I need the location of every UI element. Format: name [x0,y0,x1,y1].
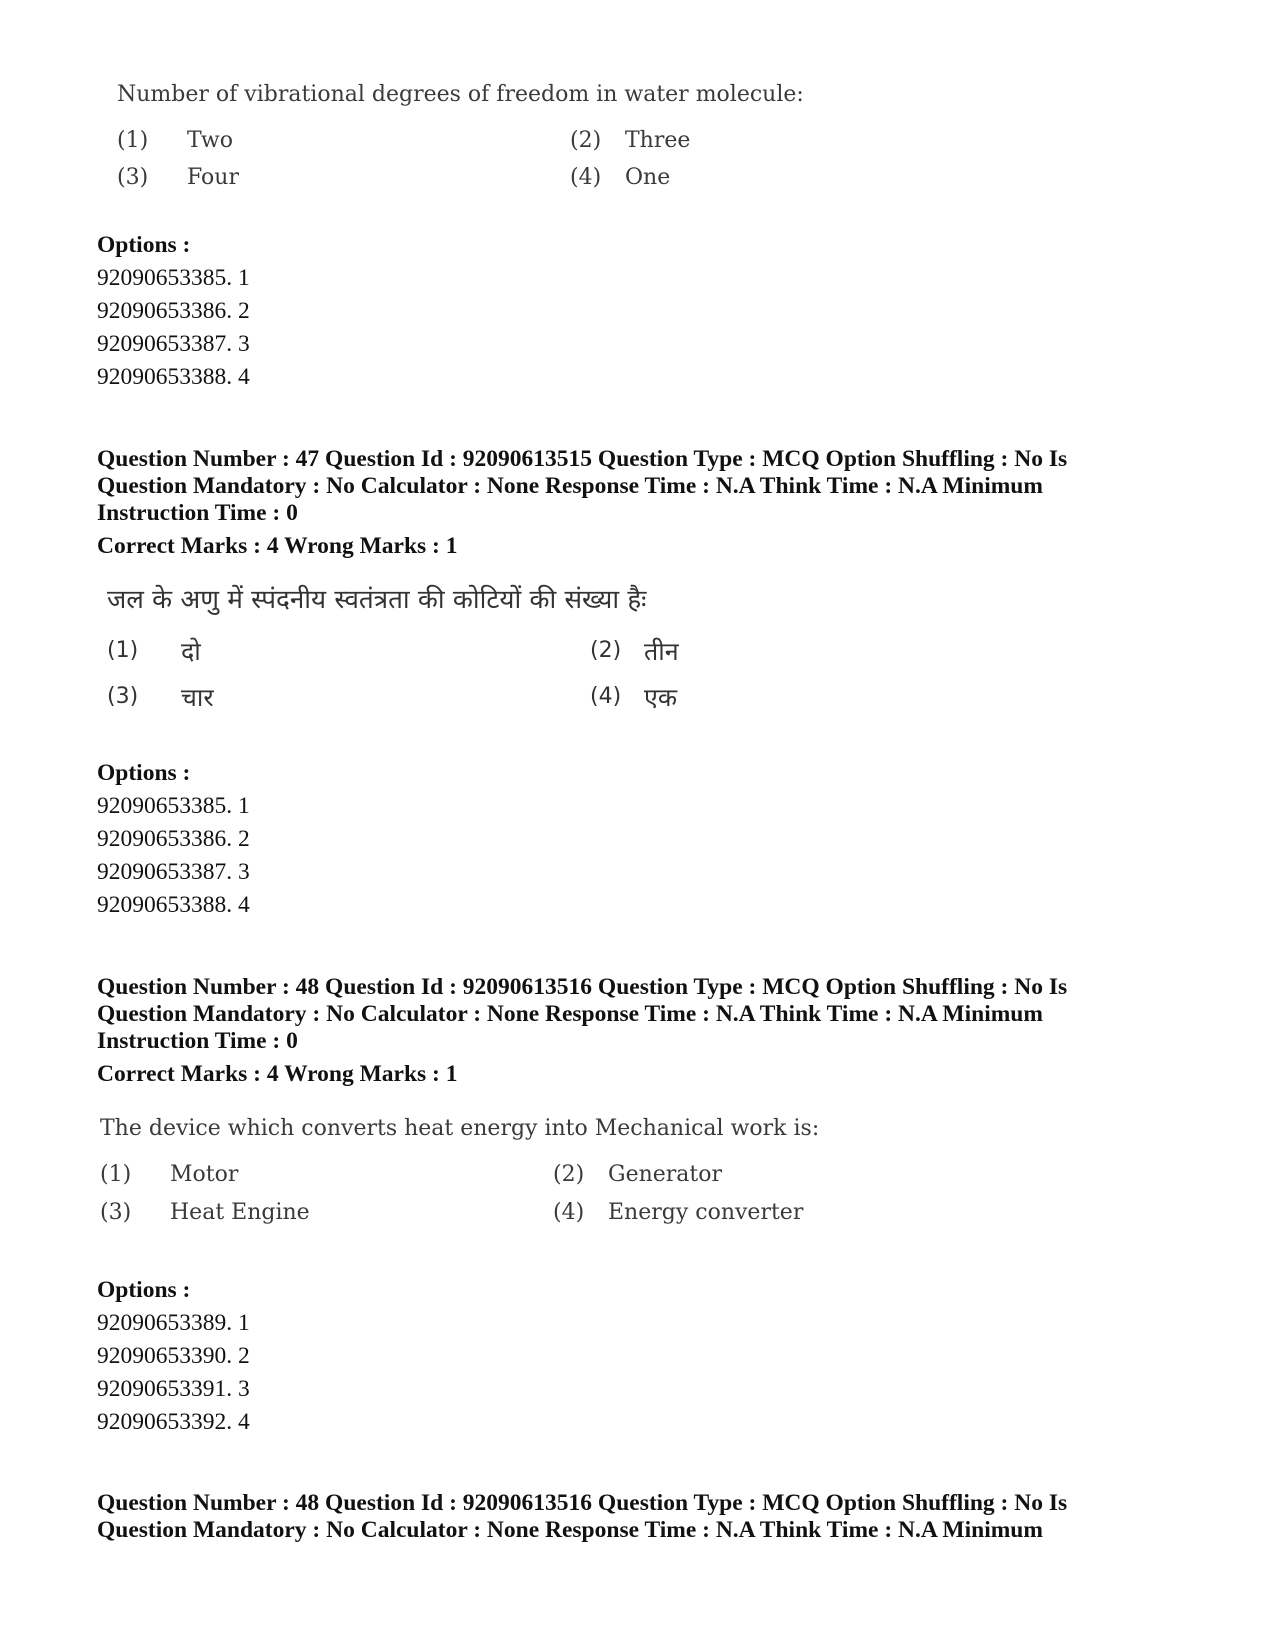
question-meta: Question Mandatory : No Calculator : None Response Time : N.A Think Time : N.A Minimum [97,473,1043,499]
choice-number: (4) [590,684,622,709]
question-meta: Question Mandatory : No Calculator : None Response Time : N.A Think Time : N.A Minimum [97,1001,1043,1027]
marks-info: Correct Marks : 4 Wrong Marks : 1 [97,1061,458,1087]
choice-text: Four [187,165,239,190]
choice-text: Energy converter [608,1200,804,1225]
choice-number: (2) [590,638,622,663]
question-meta: Instruction Time : 0 [97,500,298,526]
choice-number: (2) [570,128,602,153]
choice-text: एक [644,683,678,712]
choice-text: चार [181,683,214,712]
question-stem: जल के अणु में स्पंदनीय स्वतंत्रता की कोटियों की संख्या हैः [107,585,647,615]
choice-number: (4) [553,1200,585,1225]
choice-text: Three [625,128,691,153]
choice-number: (1) [117,128,149,153]
question-meta: Instruction Time : 0 [97,1028,298,1054]
choice-number: (3) [100,1200,132,1225]
question-stem: The device which converts heat energy into Mechanical work is: [100,1116,820,1141]
choice-number: (3) [117,165,149,190]
choice-number: (4) [570,165,602,190]
question-meta: Question Mandatory : No Calculator : None Response Time : N.A Think Time : N.A Minimum [97,1517,1043,1543]
choice-number: (1) [100,1162,132,1187]
choice-number: (3) [107,684,139,709]
option-id: 92090653386. 2 [97,826,250,852]
question-meta: Question Number : 48 Question Id : 92090613516 Question Type : MCQ Option Shuffling : No Is [97,974,1068,1000]
choice-number: (2) [553,1162,585,1187]
option-id: 92090653386. 2 [97,298,250,324]
choice-text: Motor [170,1162,239,1187]
option-id: 92090653392. 4 [97,1409,250,1435]
option-id: 92090653389. 1 [97,1310,250,1336]
question-meta: Question Number : 48 Question Id : 92090613516 Question Type : MCQ Option Shuffling : No Is [97,1490,1068,1516]
option-id: 92090653387. 3 [97,859,250,885]
options-label: Options : [97,760,191,786]
choice-text: Two [187,128,233,153]
choice-text: Generator [608,1162,723,1187]
choice-number: (1) [107,638,139,663]
marks-info: Correct Marks : 4 Wrong Marks : 1 [97,533,458,559]
question-meta: Question Number : 47 Question Id : 92090613515 Question Type : MCQ Option Shuffling : No Is [97,446,1068,472]
choice-text: तीन [644,637,679,666]
option-id: 92090653391. 3 [97,1376,250,1402]
option-id: 92090653388. 4 [97,364,250,390]
options-label: Options : [97,1277,191,1303]
option-id: 92090653390. 2 [97,1343,250,1369]
choice-text: One [625,165,671,190]
option-id: 92090653385. 1 [97,793,250,819]
option-id: 92090653385. 1 [97,265,250,291]
question-stem: Number of vibrational degrees of freedom in water molecule: [117,82,804,107]
choice-text: Heat Engine [170,1200,310,1225]
choice-text: दो [181,637,201,666]
option-id: 92090653388. 4 [97,892,250,918]
options-label: Options : [97,232,191,258]
option-id: 92090653387. 3 [97,331,250,357]
